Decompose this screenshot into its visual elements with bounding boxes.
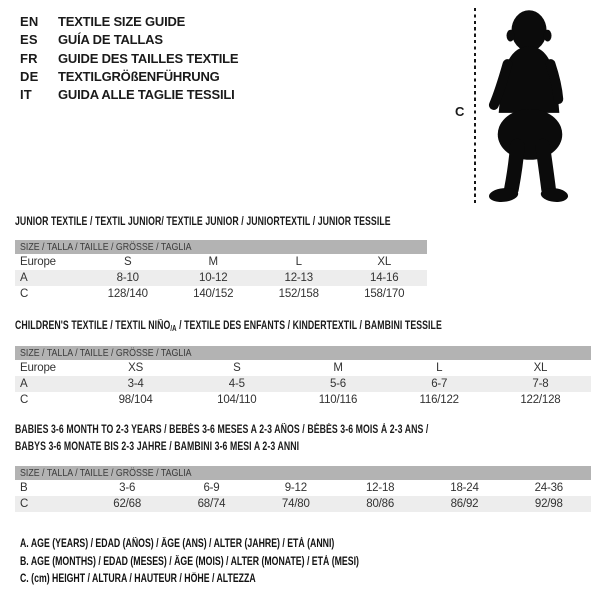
size-header-label: SIZE / TALLA / TAILLE / GRÖSSE / TAGLIA — [20, 241, 192, 253]
row-label-cell: C — [20, 288, 29, 300]
language-row-fr — [20, 50, 238, 68]
table-cell: 6-7 — [431, 378, 448, 390]
table-cell: 12-18 — [365, 482, 395, 494]
babies-size-table — [15, 466, 591, 512]
title-line-1: BABIES 3-6 MONTH TO 2-3 YEARS / BEBÉS 3-6 MESES A 2-3 AÑOS / BÉBÉS 3-6 MOIS À 2-3 ANS / — [15, 424, 429, 436]
table-row-height — [15, 496, 591, 512]
size-header-label: SIZE / TALLA / TAILLE / GRÖSSE / TAGLIA — [20, 347, 192, 359]
size-header-bar — [15, 466, 591, 480]
table-cell: 152/158 — [278, 288, 319, 300]
table-cell: 86/92 — [450, 498, 479, 510]
language-row-es — [20, 31, 238, 49]
table-cell: 128/140 — [107, 288, 148, 300]
language-row-it — [20, 86, 238, 104]
table-cell: 68/74 — [197, 498, 226, 510]
title-subscript: /A — [170, 324, 177, 333]
footnote-c: C. (cm) HEIGHT / ALTURA / HAUTEUR / HÖHE / ALTEZZA — [20, 573, 256, 585]
table-cell: L — [295, 256, 302, 268]
language-title: GUÍA DE TALLAS — [58, 32, 163, 48]
junior-table-title: JUNIOR TEXTILE / TEXTIL JUNIOR/ TEXTILE JUNIOR / JUNIORTEXTIL / JUNIOR TESSILE — [15, 216, 391, 228]
language-code: DE — [20, 68, 39, 84]
table-cell: 10-12 — [199, 272, 228, 284]
size-header-label: SIZE / TALLA / TAILLE / GRÖSSE / TAGLIA — [20, 467, 192, 479]
table-cell: 74/80 — [281, 498, 310, 510]
babies-table-title — [15, 422, 559, 455]
table-cell: 116/122 — [419, 394, 459, 406]
table-cell: 158/170 — [364, 288, 405, 300]
table-cell: 62/68 — [113, 498, 142, 510]
table-cell: 122/128 — [520, 394, 561, 406]
table-cell: 24-36 — [534, 482, 564, 494]
table-row-months — [15, 480, 591, 496]
row-label-cell: C — [20, 498, 29, 510]
row-label-cell: Europe — [20, 362, 56, 374]
table-cell: 5-6 — [329, 378, 347, 390]
title-text: CHILDREN'S TEXTILE / TEXTIL NIÑO — [15, 320, 171, 332]
size-header-bar — [15, 346, 591, 360]
table-cell: 98/104 — [118, 394, 153, 406]
table-cell: S — [124, 256, 132, 268]
language-title: TEXTILGRÖßENFÜHRUNG — [58, 68, 220, 84]
table-cell: XL — [377, 256, 392, 268]
table-cell: 110/116 — [318, 394, 358, 406]
table-cell: XL — [533, 362, 548, 374]
baby-silhouette-icon — [486, 7, 574, 207]
table-cell: XS — [128, 362, 144, 374]
footnote-a: A. AGE (YEARS) / EDAD (AÑOS) / ÂGE (ANS) / ALTER (JAHRE) / ETÀ (ANNI) — [20, 538, 335, 550]
table-cell: 8-10 — [116, 272, 139, 284]
table-cell: 3-4 — [127, 378, 144, 390]
language-title: GUIDA ALLE TAGLIE TESSILI — [58, 87, 235, 103]
table-row-europe — [15, 254, 427, 270]
language-code: EN — [20, 14, 39, 29]
table-cell: S — [233, 362, 241, 374]
row-label-cell: A — [20, 272, 28, 284]
table-cell: 80/86 — [366, 498, 395, 510]
children-table-title — [15, 320, 577, 333]
footnote-b: B. AGE (MONTHS) / EDAD (MESES) / ÂGE (MOIS) / ALTER (MONATE) / ETÀ (MESI) — [20, 555, 359, 568]
language-list — [20, 13, 238, 104]
table-row-height — [15, 286, 427, 302]
language-title: GUIDE DES TAILLES TEXTILE — [58, 50, 239, 66]
table-cell: 3-6 — [119, 482, 136, 494]
table-cell: M — [208, 256, 218, 268]
table-cell: M — [333, 362, 343, 374]
table-row-height — [15, 392, 591, 408]
title-line-2: BABYS 3-6 MONATE BIS 2-3 JAHRE / BAMBINI 3-6 MESI A 2-3 ANNI — [15, 440, 300, 453]
table-cell: 7-8 — [532, 378, 549, 390]
size-header-bar — [15, 240, 427, 254]
height-dashed-line — [474, 8, 476, 205]
language-title: TEXTILE SIZE GUIDE — [58, 14, 186, 29]
junior-size-table — [15, 240, 427, 302]
language-code: FR — [20, 50, 38, 66]
children-size-table — [15, 346, 591, 408]
language-row-en — [20, 13, 238, 31]
table-cell: 14-16 — [370, 272, 399, 284]
table-row-europe — [15, 360, 591, 376]
title-text: / TEXTILE DES ENFANTS / KINDERTEXTIL / BAMBINI TESSILE — [176, 320, 442, 332]
language-row-de — [20, 68, 238, 86]
table-row-age — [15, 270, 427, 286]
table-cell: 6-9 — [203, 482, 220, 494]
row-label-cell: C — [20, 394, 29, 406]
row-label-cell: A — [20, 378, 28, 390]
language-code: ES — [20, 32, 38, 48]
footnotes — [20, 536, 466, 589]
table-cell: 140/152 — [193, 288, 234, 300]
language-code: IT — [20, 87, 32, 103]
table-cell: 92/98 — [534, 498, 563, 510]
table-cell: 9-12 — [284, 482, 307, 494]
row-label-cell: Europe — [20, 256, 56, 268]
row-label-cell: B — [20, 482, 28, 494]
table-row-age — [15, 376, 591, 392]
table-cell: 104/110 — [217, 394, 257, 406]
table-cell: 4-5 — [228, 378, 245, 390]
table-cell: L — [436, 362, 443, 374]
table-cell: 18-24 — [450, 482, 479, 494]
table-cell: 12-13 — [284, 272, 313, 284]
height-measure-label: C — [455, 104, 465, 119]
